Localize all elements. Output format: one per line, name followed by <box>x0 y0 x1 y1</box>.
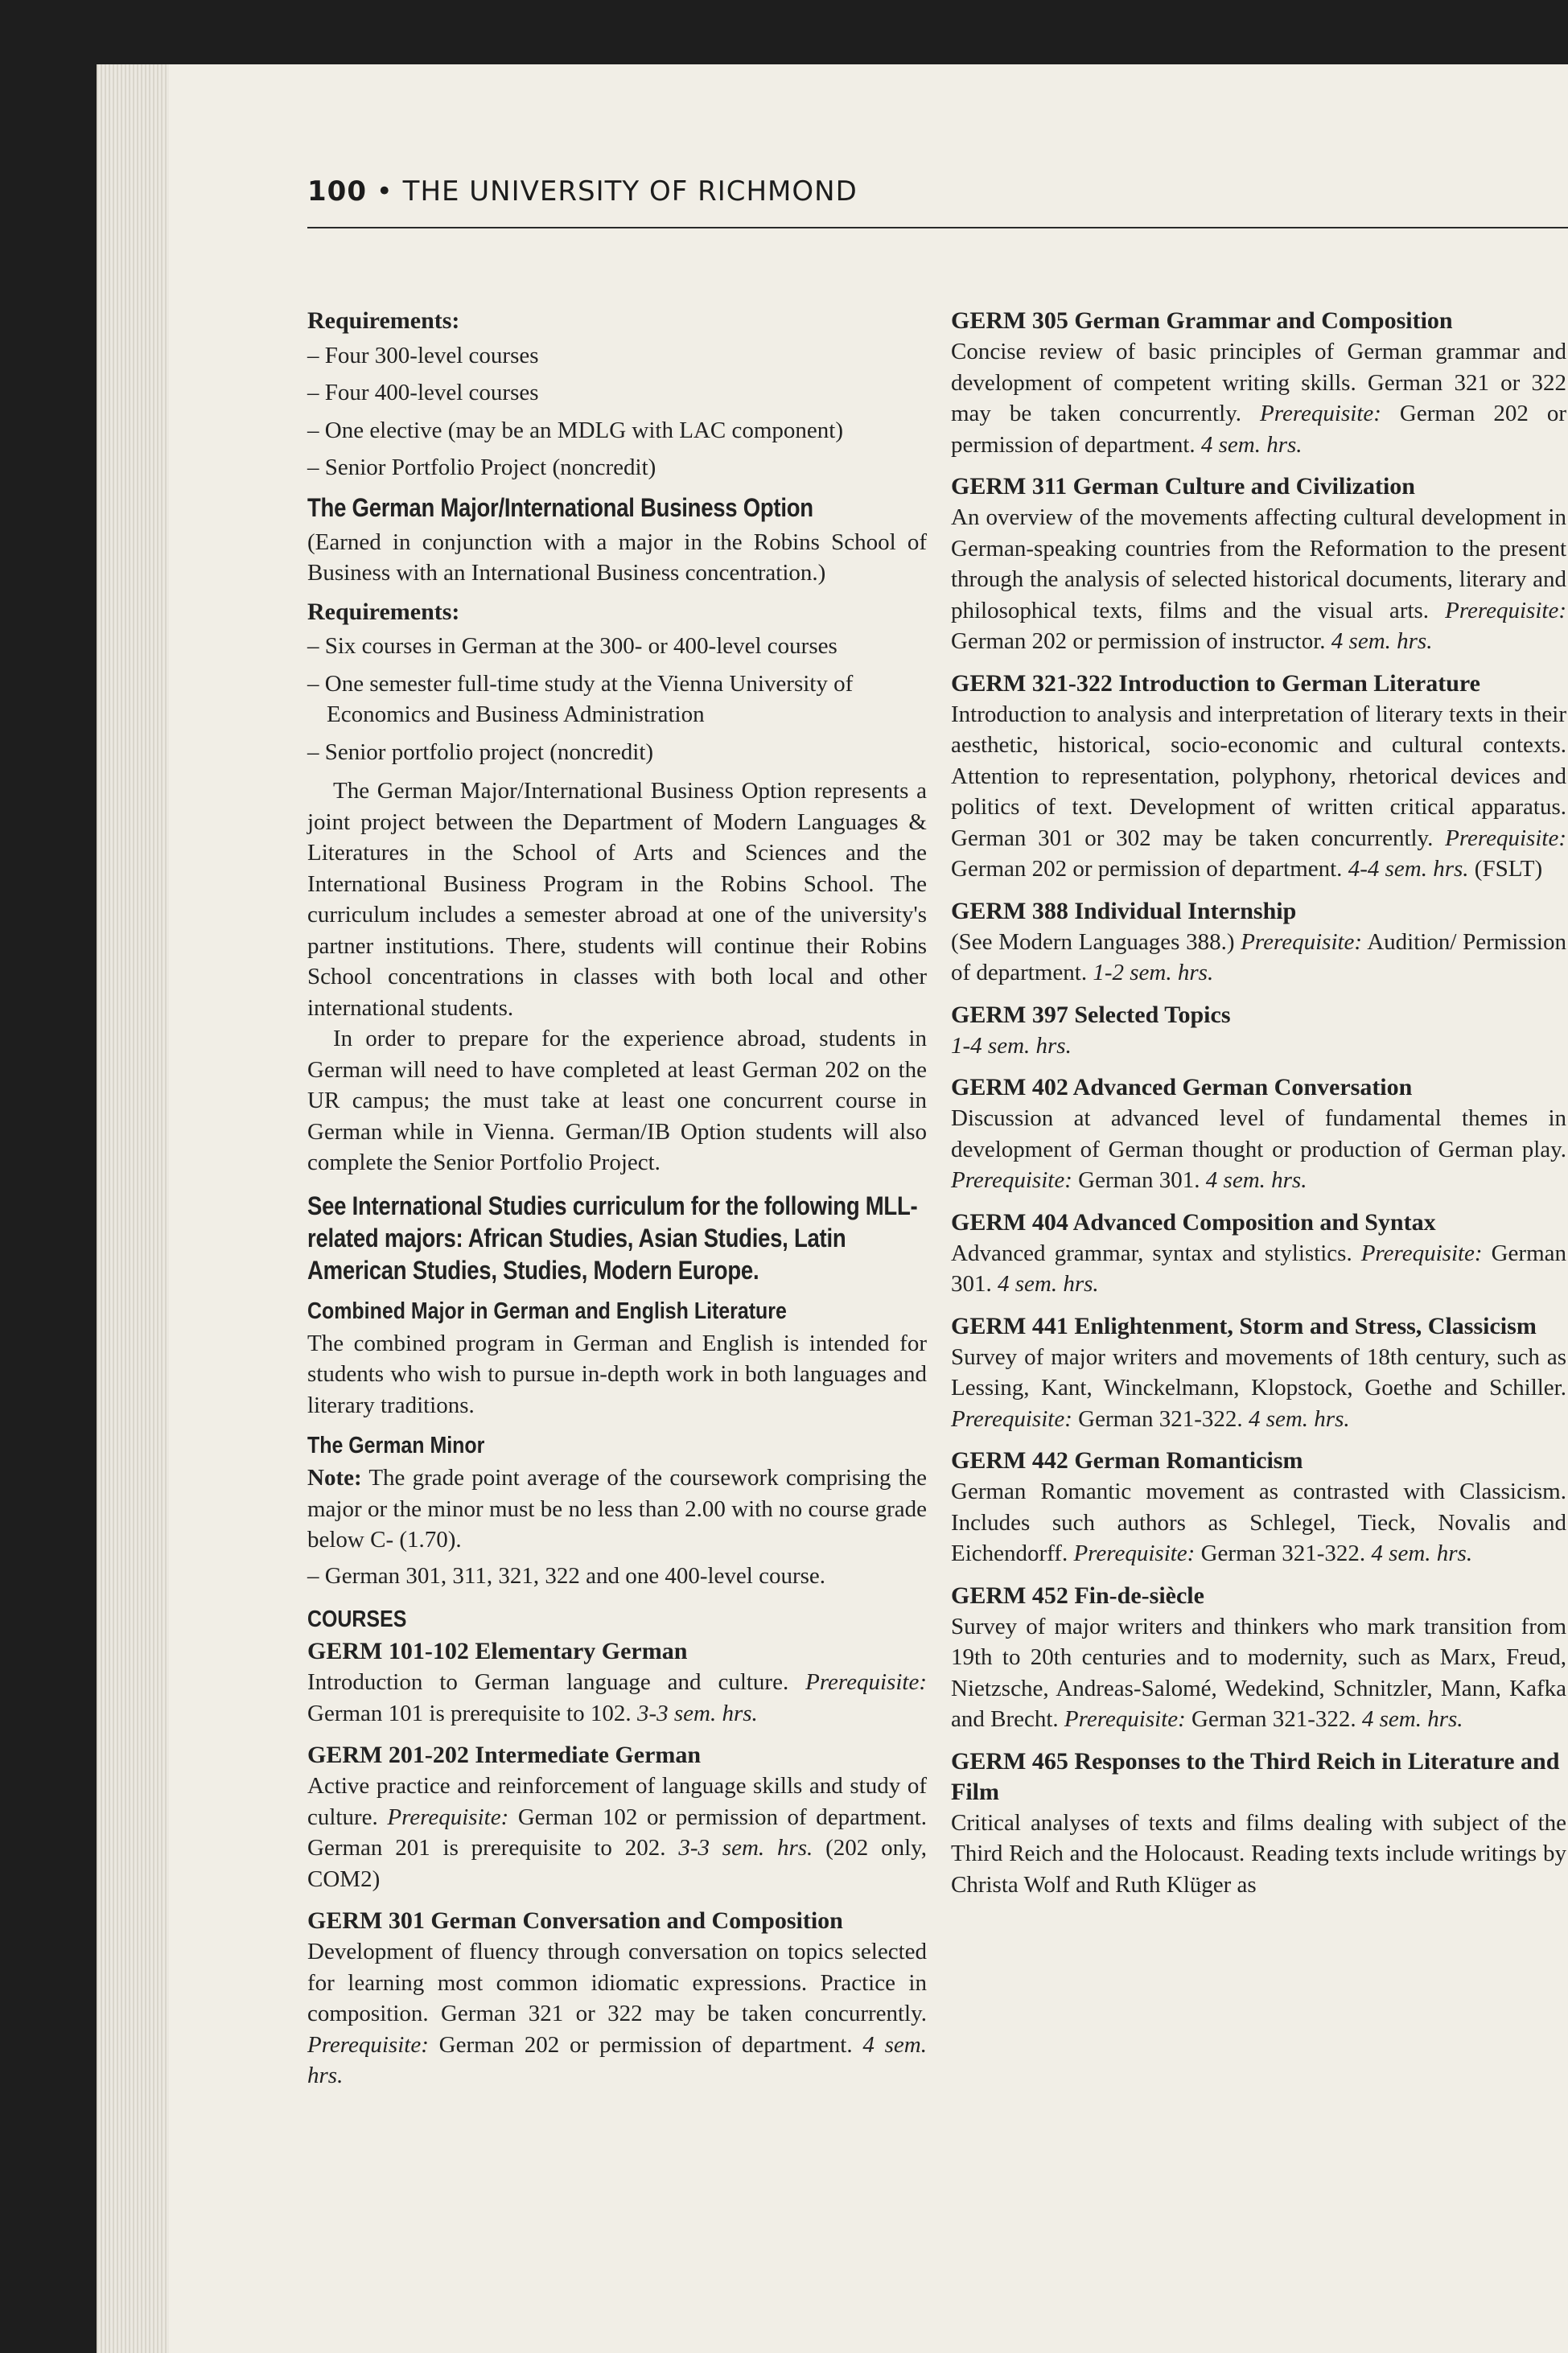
semester-hours: 3-3 sem. hrs. <box>636 1700 758 1726</box>
course-title: GERM 301 German Conversation and Composition <box>307 1907 843 1934</box>
semester-hours: 4 sem. hrs. <box>1205 1167 1307 1193</box>
course-desc-text: German Romantic movement as contrasted with Classicism. Includes such authors as Schlegel, Tieck, Novalis and Eichendorff. <box>951 1479 1566 1566</box>
course-desc-text: Critical analyses of texts and films dealing with subject of the Third Reich and the Holocaust. Reading texts include writings by Christa Wolf and Ruth Klüger as <box>951 1809 1566 1898</box>
course-description <box>951 1030 1566 1062</box>
course-title: GERM 305 German Grammar and Composition <box>951 307 1453 334</box>
course-entry <box>951 1072 1566 1196</box>
course-title: GERM 441 Enlightenment, Storm and Stress, Classicism <box>951 1312 1537 1339</box>
page-number: 100 <box>307 175 367 208</box>
course-title: GERM 311 German Culture and Civilization <box>951 473 1415 500</box>
requirements-heading: Requirements: <box>307 598 460 625</box>
prerequisite-label: Prerequisite: <box>1073 1541 1196 1566</box>
ib-option-heading: The German Major/International Business Option <box>307 492 813 522</box>
course-entry <box>951 306 1566 460</box>
prerequisite-text: German 321-322. <box>1195 1541 1372 1566</box>
course-description <box>307 1771 927 1894</box>
semester-hours: 4 sem. hrs. <box>1361 1706 1463 1732</box>
prerequisite-label: Prerequisite: <box>1241 928 1363 955</box>
course-desc-text: Introduction to German language and culture. <box>307 1669 806 1695</box>
course-description <box>951 502 1566 657</box>
course-entry <box>307 1906 927 2092</box>
course-entry <box>951 471 1566 657</box>
right-column <box>951 306 1566 1911</box>
course-desc-text: Introduction to analysis and interpretation of literary texts in their aesthetic, historical, socio-economic and cultural contexts. Attention to representation, polyphony, rhetorical devices and politics of text. Development of written critical apparatus. German 301 or 302 may be taken concurrently. <box>951 701 1566 851</box>
course-note: (FSLT) <box>1468 856 1543 882</box>
course-desc-text: Development of fluency through conversation on topics selected for learning most common idiomatic expressions. Practice in composition. German 321 or 322 may be taken concurrently. <box>307 1939 927 2026</box>
course-desc-text: Discussion at advanced level of fundamental themes in development of German thought or production of German play. <box>951 1105 1566 1162</box>
list-item: – One elective (may be an MDLG with LAC component) <box>307 417 844 443</box>
course-title: GERM 397 Selected Topics <box>951 1001 1231 1028</box>
course-entry <box>951 896 1566 989</box>
prerequisite-text: German 301. <box>951 1240 1567 1297</box>
prerequisite-label: Prerequisite: <box>805 1669 927 1695</box>
course-description <box>951 1611 1566 1735</box>
semester-hours: 4-4 sem. hrs. <box>1348 856 1469 882</box>
course-title: GERM 404 Advanced Composition and Syntax <box>951 1208 1436 1236</box>
prerequisite-text: German 202 or permission of instructor. <box>951 628 1331 654</box>
course-description <box>951 1342 1566 1435</box>
course-description <box>951 927 1566 989</box>
prerequisite-text: German 102 or permission of department. German 201 is prerequisite to 202. <box>307 1804 928 1861</box>
prerequisite-text: German 202 or permission of department. <box>428 2031 863 2058</box>
course-title: GERM 465 Responses to the Third Reich in Literature and Film <box>951 1747 1560 1805</box>
course-entry <box>307 1636 927 1729</box>
requirements-list <box>307 340 927 483</box>
course-entry <box>951 1000 1566 1062</box>
prerequisite-text: German 202 or permission of department. <box>951 856 1348 882</box>
semester-hours: 3-3 sem. hrs. <box>678 1835 813 1861</box>
course-description <box>951 336 1566 460</box>
semester-hours: 4 sem. hrs. <box>1200 431 1303 458</box>
semester-hours: 1-2 sem. hrs. <box>1093 960 1214 985</box>
course-title: GERM 452 Fin-de-siècle <box>951 1582 1204 1609</box>
left-column <box>307 306 927 2103</box>
requirements-list <box>307 631 927 767</box>
course-description <box>307 1667 927 1729</box>
semester-hours: 4 sem. hrs. <box>1248 1405 1350 1432</box>
prerequisite-text: German 101 is prerequisite to 102. <box>307 1700 637 1726</box>
course-title: GERM 321-322 Introduction to German Literature <box>951 669 1480 697</box>
prerequisite-text: German 321-322. <box>1072 1405 1249 1432</box>
list-item: – Senior portfolio project (noncredit) <box>307 738 654 765</box>
semester-hours: 4 sem. hrs. <box>1331 628 1433 654</box>
course-entry <box>951 1207 1566 1300</box>
ib-option-paragraph: The German Major/International Business Option represents a joint project between the Department of Modern Languages & Literatures in the School of Arts and Sciences and the International Business Program in the Robins School. The curriculum includes a semester abroad at one of the university's partner institutions. There, students will continue their Robins School concentrations in classes with both local and other international students. <box>307 778 927 1021</box>
course-desc-text: Active practice and reinforcement of language skills and study of culture. <box>307 1773 927 1830</box>
prerequisite-label: Prerequisite: <box>387 1804 509 1830</box>
course-entry <box>951 1746 1566 1901</box>
course-description <box>951 1103 1566 1196</box>
course-entry <box>951 1446 1566 1569</box>
combined-major-paragraph: The combined program in German and English is intended for students who wish to pursue in-depth work in both languages and literary traditions. <box>307 1330 927 1418</box>
intl-studies-heading: See International Studies curriculum for the following MLL-related majors: African Studies, Asian Studies, Latin American Studies, Studies, Modern Europe. <box>307 1191 918 1285</box>
prerequisite-label: Prerequisite: <box>1445 825 1566 851</box>
ib-option-paragraph: In order to prepare for the experience abroad, students in German will need to have completed at least German 202 on the UR campus; the must take at least one concurrent course in German while in Vienna. German/IB Option students will also complete the Senior Portfolio Project. <box>307 1026 927 1175</box>
ib-option-intro: (Earned in conjunction with a major in the Robins School of Business with an International Business concentration.) <box>307 529 927 586</box>
course-description <box>951 1808 1566 1901</box>
list-item: – Senior Portfolio Project (noncredit) <box>307 455 656 480</box>
course-entry <box>951 668 1566 885</box>
prerequisite-label: Prerequisite: <box>1260 401 1381 426</box>
course-title: GERM 388 Individual Internship <box>951 897 1297 924</box>
course-note: (202 only, COM2) <box>307 1835 927 1892</box>
courses-heading: COURSES <box>307 1606 407 1632</box>
course-desc-text: Advanced grammar, syntax and stylistics. <box>951 1240 1361 1266</box>
list-item: – Four 300-level courses <box>307 342 539 368</box>
minor-requirement: – German 301, 311, 321, 322 and one 400-level course. <box>307 1562 826 1589</box>
course-description <box>951 699 1566 885</box>
course-title: GERM 101-102 Elementary German <box>307 1638 688 1664</box>
course-list <box>951 306 1566 1900</box>
list-item: – Four 400-level courses <box>307 380 539 405</box>
combined-major-heading: Combined Major in German and English Literature <box>307 1298 787 1324</box>
semester-hours: 4 sem. hrs. <box>998 1271 1099 1297</box>
header-separator: • <box>376 175 393 208</box>
minor-note <box>307 1462 927 1556</box>
running-header <box>307 175 858 208</box>
course-desc-text: An overview of the movements affecting cultural development in German-speaking countries from the Reformation to the present through the analysis of selected historical documents, literary and philosophical texts, films and the visual arts. <box>951 504 1566 623</box>
header-rule <box>307 227 1568 228</box>
course-description <box>951 1238 1566 1300</box>
semester-hours: 1-4 sem. hrs. <box>951 1032 1072 1059</box>
note-label: Note: <box>307 1465 362 1491</box>
page-stack-edge <box>97 64 169 2353</box>
prerequisite-label: Prerequisite: <box>1445 597 1566 623</box>
prerequisite-label: Prerequisite: <box>307 2031 429 2058</box>
course-desc-text: Survey of major writers and thinkers who mark transition from 19th to 20th centuries and to modernity, such as Marx, Freud, Nietzsche, Andreas-Salomé, Wedekind, Schnitzler, Mann, Kafka and Brecht. <box>951 1613 1566 1732</box>
requirements-heading: Requirements: <box>307 307 460 334</box>
course-description <box>307 1936 927 2092</box>
semester-hours: 4 sem. hrs. <box>307 2031 927 2088</box>
prerequisite-text: Audition/ Permission of department. <box>951 928 1566 985</box>
course-entry <box>951 1311 1566 1435</box>
prerequisite-text: German 321-322. <box>1185 1706 1362 1732</box>
course-list <box>307 1636 927 2092</box>
course-entry <box>307 1740 927 1894</box>
course-desc-text: (See Modern Languages 388.) <box>951 928 1241 955</box>
minor-heading: The German Minor <box>307 1433 485 1458</box>
prerequisite-label: Prerequisite: <box>951 1167 1072 1193</box>
course-desc-text: Survey of major writers and movements of 18th century, such as Lessing, Kant, Winckelmann, Klopstock, Goethe and Schiller. <box>951 1343 1566 1401</box>
prerequisite-text: German 202 or permission of department. <box>951 401 1566 458</box>
course-title: GERM 201-202 Intermediate German <box>307 1742 702 1768</box>
note-text: The grade point average of the coursework comprising the major or the minor must be no less than 2.00 with no course grade below C- (1.70). <box>307 1465 927 1553</box>
course-title: GERM 402 Advanced German Conversation <box>951 1074 1413 1100</box>
course-description <box>951 1476 1566 1569</box>
course-entry <box>951 1581 1566 1735</box>
header-title: THE UNIVERSITY OF RICHMOND <box>402 175 858 208</box>
prerequisite-label: Prerequisite: <box>1064 1706 1186 1732</box>
prerequisite-label: Prerequisite: <box>951 1405 1072 1432</box>
course-title: GERM 442 German Romanticism <box>951 1447 1303 1474</box>
course-desc-text: Concise review of basic principles of German grammar and development of competent writing skills. German 321 or 322 may be taken concurrently. <box>951 339 1566 426</box>
semester-hours: 4 sem. hrs. <box>1371 1541 1473 1566</box>
list-item: – One semester full-time study at the Vienna University of Economics and Business Administration <box>307 670 854 727</box>
prerequisite-label: Prerequisite: <box>1360 1240 1483 1266</box>
list-item: – Six courses in German at the 300- or 400-level courses <box>307 633 838 659</box>
prerequisite-text: German 301. <box>1072 1167 1206 1193</box>
